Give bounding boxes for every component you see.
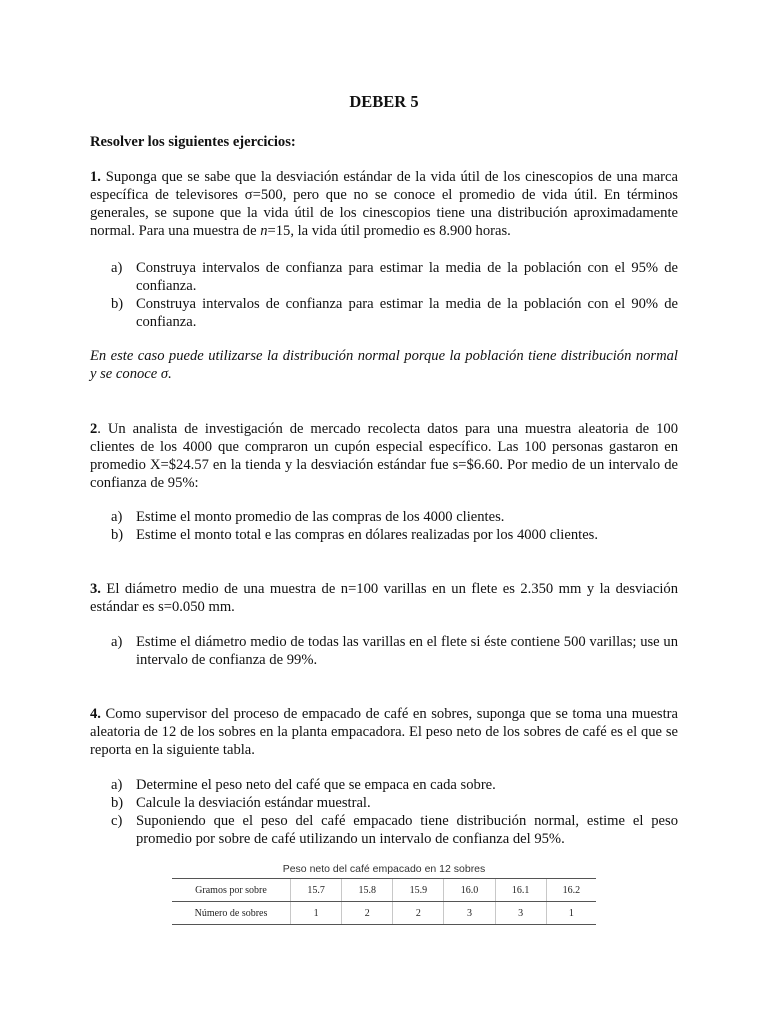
weight-table (172, 878, 596, 925)
item-text: Determine el peso neto del café que se empaca en cada sobre. (136, 777, 496, 793)
exercise-text-end: =15, la vida útil promedio es 8.900 horas. (267, 223, 511, 239)
row-header-grams: Gramos por sobre (172, 879, 291, 902)
exercise-2 (90, 420, 678, 492)
table-row (172, 879, 596, 902)
table-cell: 16.2 (546, 879, 596, 902)
exercise-2-item-a (111, 508, 678, 526)
exercise-4-item-b (111, 794, 678, 812)
table-cell: 1 (546, 902, 596, 925)
document-title: DEBER 5 (349, 92, 419, 111)
variable-n: n (260, 223, 268, 239)
table-row (172, 902, 596, 925)
item-text: Construya intervalos de confianza para estimar la media de la población con el 95% de confianza. (136, 260, 678, 294)
exercise-number: 1. (90, 169, 101, 185)
exercise-text: . Un analista de investigación de mercado recolecta datos para una muestra aleatoria de 100 clientes de los 4000 que compraron un cupón especial específico. Las 100 personas gastaron en promedio X=$24.57 en la tienda y la desviación estándar fue s=$6.60. Por medio de un intervalo de confianza de 95%: (90, 421, 678, 491)
exercise-3 (90, 580, 678, 616)
table-cell: 16.1 (495, 879, 546, 902)
item-text: Calcule la desviación estándar muestral. (136, 795, 371, 811)
exercise-text: Como supervisor del proceso de empacado de café en sobres, suponga que se toma una muestra aleatoria de 12 de los sobres en la planta empacadora. El peso neto de los sobres de café es el que se reporta en la siguiente tabla. (90, 706, 678, 758)
instructions: Resolver los siguientes ejercicios: (90, 134, 296, 150)
item-label: b) (111, 795, 124, 811)
item-label: a) (111, 509, 123, 525)
item-text: Estime el diámetro medio de todas las varillas en el flete si éste contiene 500 varillas; use un intervalo de confianza de 99%. (136, 634, 678, 668)
item-label: a) (111, 260, 123, 276)
exercise-2-item-b (111, 526, 678, 544)
item-label: a) (111, 777, 123, 793)
item-text: Estime el monto total e las compras en dólares realizadas por los 4000 clientes. (136, 527, 598, 543)
item-label: b) (111, 527, 124, 543)
table-cell: 1 (291, 902, 342, 925)
item-label: b) (111, 296, 124, 312)
exercise-1-item-b (111, 295, 678, 331)
item-label: c) (111, 813, 123, 829)
item-text: Estime el monto promedio de las compras de los 4000 clientes. (136, 509, 505, 525)
exercise-4-item-c (111, 812, 678, 848)
exercise-text: Suponga que se sabe que la desviación estándar de la vida útil de los cinescopios de una marca específica de televisores σ=500, pero que no se conoce el promedio de vida útil. En términos generales, se supone que la vida útil de los cinescopios tiene una distribución aproximadamente normal. Para una muestra de (90, 169, 678, 239)
exercise-number: 3. (90, 581, 101, 597)
item-text: Construya intervalos de confianza para estimar la media de la población con el 90% de confianza. (136, 296, 678, 330)
row-header-count: Número de sobres (172, 902, 291, 925)
exercise-number: 2 (90, 421, 98, 437)
item-label: a) (111, 634, 123, 650)
exercise-1-note: En este caso puede utilizarse la distribución normal porque la población tiene distribución normal y se conoce σ. (90, 348, 678, 382)
table-cell: 2 (342, 902, 393, 925)
exercise-4 (90, 705, 678, 759)
exercise-4-item-a (111, 776, 678, 794)
exercise-text: El diámetro medio de una muestra de n=100 varillas en un flete es 2.350 mm y la desviación estándar es s=0.050 mm. (90, 581, 678, 615)
table-caption: Peso neto del café empacado en 12 sobres (282, 863, 486, 875)
table-cell: 2 (393, 902, 444, 925)
item-text: Suponiendo que el peso del café empacado tiene distribución normal, estime el peso promedio por sobre de café utilizando un intervalo de confianza del 95%. (136, 813, 678, 847)
table-cell: 15.7 (291, 879, 342, 902)
exercise-number: 4. (90, 706, 101, 722)
table-cell: 3 (444, 902, 495, 925)
table-cell: 3 (495, 902, 546, 925)
exercise-3-item-a (111, 633, 678, 669)
table-cell: 15.9 (393, 879, 444, 902)
exercise-1 (90, 168, 678, 240)
table-cell: 15.8 (342, 879, 393, 902)
exercise-1-item-a (111, 259, 678, 295)
table-cell: 16.0 (444, 879, 495, 902)
